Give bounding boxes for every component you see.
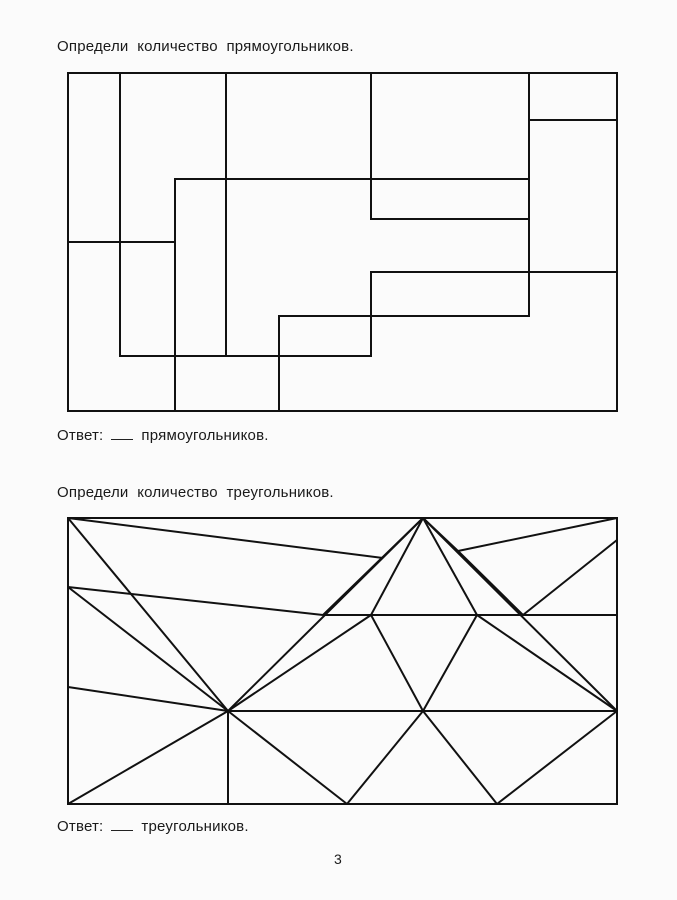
tri-line: [423, 711, 497, 804]
tri-line: [228, 615, 371, 711]
tri-line: [228, 711, 347, 804]
triangles-outer-frame: [68, 518, 617, 804]
triangles-answer-line: [57, 818, 249, 835]
tri-line: [423, 518, 458, 551]
answer-suffix: прямоугольников.: [141, 427, 269, 444]
tri-line: [477, 615, 617, 711]
tri-line: [497, 711, 617, 804]
triangles-answer-blank[interactable]: [111, 818, 133, 831]
page-number: 3: [334, 851, 342, 867]
tri-line: [347, 711, 423, 804]
rectangles-answer-blank[interactable]: [111, 427, 133, 440]
tri-line: [68, 518, 383, 558]
tri-line: [68, 518, 228, 711]
tri-line: [371, 615, 423, 711]
tri-line: [68, 587, 323, 615]
tri-line: [371, 518, 423, 615]
tri-line: [68, 587, 228, 711]
tri-line: [458, 551, 523, 615]
tri-line: [423, 615, 477, 711]
tri-line: [523, 540, 617, 615]
rectangles-task-question: Определи количество прямоугольников.: [57, 38, 354, 55]
tri-line: [423, 518, 477, 615]
tri-line: [458, 518, 617, 551]
answer-label: Ответ:: [57, 427, 104, 444]
answer-suffix: треугольников.: [141, 818, 249, 835]
tri-line: [68, 711, 228, 804]
triangles-task-question: Определи количество треугольников.: [57, 484, 334, 501]
answer-label: Ответ:: [57, 818, 104, 835]
rectangles-answer-line: [57, 427, 269, 444]
tri-line: [68, 687, 228, 711]
tri-line: [323, 518, 423, 615]
